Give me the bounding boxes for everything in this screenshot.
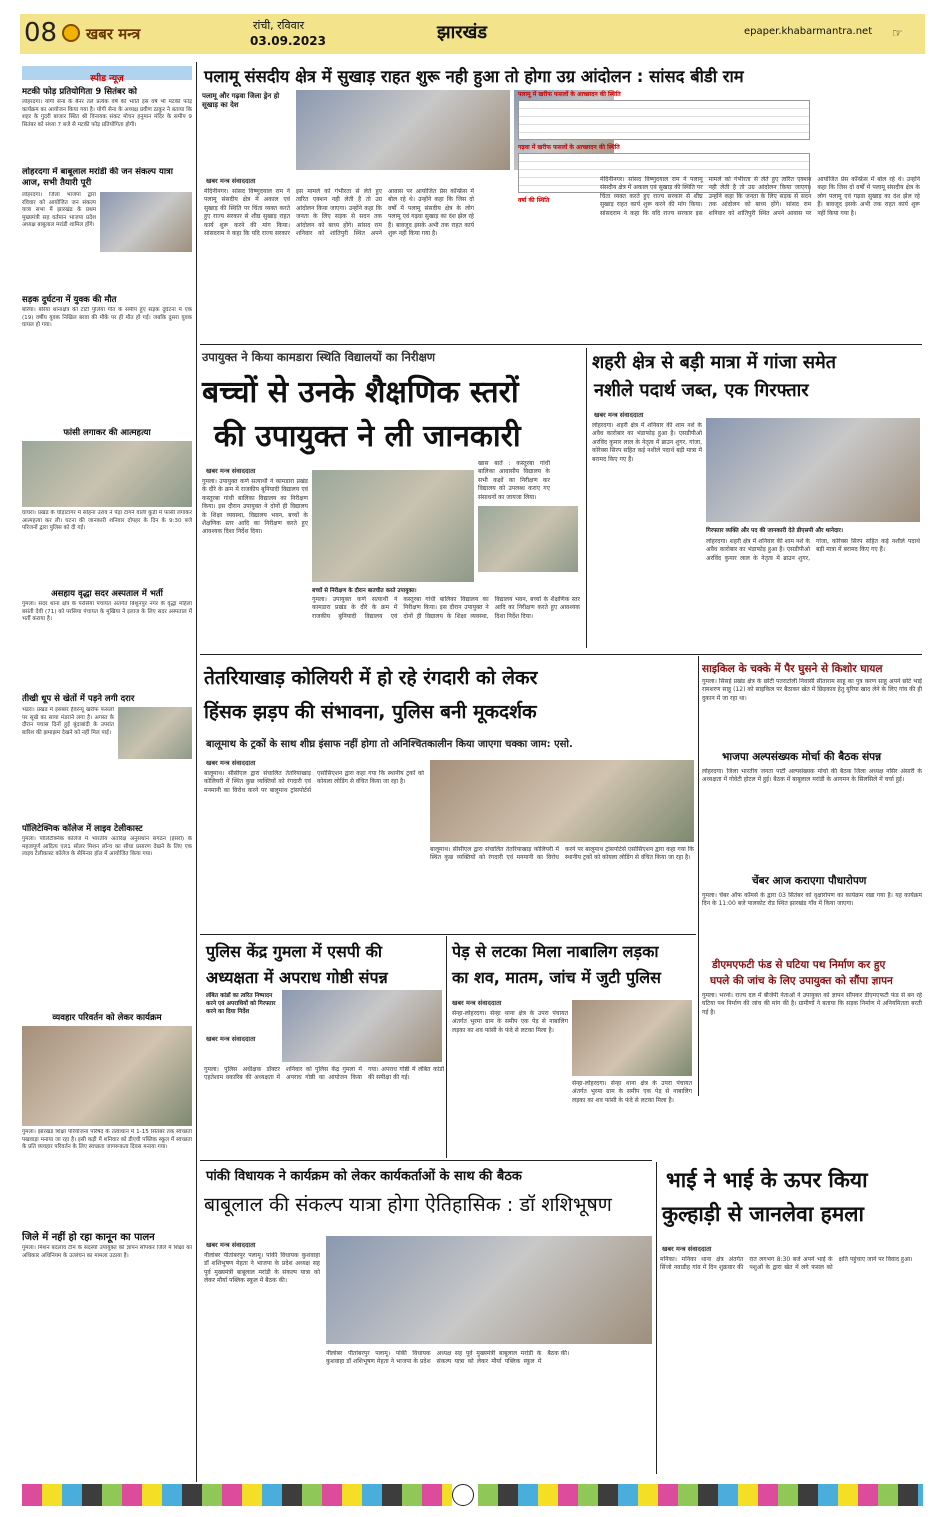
- school-photo-small: [478, 506, 578, 572]
- sidebar-photo: [118, 707, 192, 759]
- bjp-title: भाजपा अल्पसंख्यक मोर्चा की बैठक संपन्न: [722, 751, 882, 763]
- sidebar-photo: [22, 441, 192, 507]
- lead-table-title: पलामू में खरीफ फसलों के आच्छादन की स्थिति: [518, 91, 621, 98]
- dmft-title-line2: घपले की जांच के लिए उपायुक्त को सौंपा ज्ञापन: [710, 975, 893, 987]
- ganja-body-continued: लोहरदगा। शहरी क्षेत्र में शनिवार की शाम नशे के अवैध कारोबार का भंडाफोड़ हुआ है। एसडीपीओ अरविंद कुमार लाल के नेतृत्व में ब्राउन शुगर, गांजा, कोरेक्स सिरप सहित कई नशीले पदार्थ बड़ी मात्रा में बरामद किए गए हैं।: [706, 538, 920, 562]
- axe-byline: खबर मन्त्र संवाददाता: [662, 1245, 712, 1253]
- child-body: सेन्हा-लोहरदगा। सेन्हा थाना क्षेत्र के उपरा पंचायत अंतर्गत भुरमा ग्राम के समीप एक पेड़ से नाबालिग लड़का का शव फांसी के फंदे से लटका मिला है।: [452, 1010, 568, 1034]
- sidebar-item-body: गुमला। पॉलिटेक्निक कॉलेज में भारतीय अंतरिक्ष अनुसंधान संगठन (इसरो) के महत्वपूर्ण आदित्य एल1 सोलर मिशन लॉन्च का सीधा प्रसारण देखने के लिए एक लाइव टेलीकास्ट कॉलेज के सेमिनार हॉल में आयोजित किया गया।: [22, 836, 192, 858]
- school-body: गुमला। उपायुक्त कर्ण सत्यार्थी ने कामडारा प्रखंड के दौरे के क्रम में राजकीय बुनियादी विद्यालय एवं कस्तूरबा गांधी बालिका विद्यालय का निरीक्षण किया। इस दौरान उपायुक्त ने दोनों ही विद्यालय के शिक्षा व्यवस्था, विद्यालय भवन, बच्चों के शैक्षणिक स्तर आदि का निरीक्षण करते हुए आवश्यक दिशा निर्देश दिया।: [202, 478, 308, 536]
- ganja-body: लोहरदगा। शहरी क्षेत्र में शनिवार की शाम नशे के अवैध कारोबार का भंडाफोड़ हुआ है। एसडीपीओ अरविंद कुमार लाल के नेतृत्व में ब्राउन शुगर, गांजा, कोरेक्स सिरप सहित कई नशीले पदार्थ बड़ी मात्रा में बरामद किए गए हैं।: [592, 422, 702, 463]
- school-byline: खबर मन्त्र संवाददाता: [206, 467, 256, 475]
- coal-headline-line2: हिंसक झड़प की संभावना, पुलिस बनी मूकदर्शक: [204, 701, 537, 723]
- axe-headline-line1: भाई ने भाई के ऊपर किया: [666, 1168, 868, 1192]
- coal-headline-line1: तेतरियाखाड़ कोलियरी में हो रहे रंगदारी को लेकर: [204, 667, 538, 689]
- police-byline: खबर मन्त्र संवाददाता: [206, 1035, 256, 1043]
- bicycle-title: साइकिल के चक्के में पैर घुसने से किशोर घायल: [702, 663, 883, 675]
- sidebar-item-title: तीखी धूप से खेतों में पड़ने लगी दरार: [22, 694, 135, 704]
- ganja-photo: [706, 418, 920, 522]
- rally-kicker: पांकी विधायक ने कार्यक्रम को लेकर कार्यकर्ताओं के साथ की बैठक: [206, 1169, 522, 1184]
- section-rule: [200, 1160, 652, 1161]
- ganja-byline: खबर मन्त्र संवाददाता: [594, 411, 644, 419]
- rally-body: नीलांबर पीतांबरपुर पलामू। पांकी विधायक कुशवाहा डॉ शशिभूषण मेहता ने भाजपा के प्रदेश अध्यक्ष सह पूर्व मुख्यमंत्री बाबूलाल मरांडी के संकल्प यात्रा को लेकर मौर्या पब्लिक स्कूल में बैठक की।: [204, 1252, 320, 1285]
- child-byline: खबर मन्त्र संवाददाता: [452, 999, 502, 1007]
- sidebar-photo: [100, 192, 192, 252]
- coal-body: बालूमाथ। सीसीएल द्वारा संचालित तेतरियाखाड़ कोलियरी में स्थित कुछ व्यक्तियों को रंगदारी एवं मनमानी का विरोध करने पर बालूमाथ ट्रांसपोर्टर्स एसोसिएशन द्वारा कहा गया कि स्थानीय ट्रकों को कोयला लोडिंग से वंचित किया जा रहा है।: [204, 770, 424, 794]
- dmft-title-line1: डीएमएफटी फंड से घटिया पथ निर्माण कर हुए: [712, 959, 886, 971]
- coal-body-continued: बालूमाथ। सीसीएल द्वारा संचालित तेतरियाखाड़ कोलियरी में स्थित कुछ व्यक्तियों को रंगदारी एवं मनमानी का विरोध करने पर बालूमाथ ट्रांसपोर्टर्स एसोसिएशन द्वारा कहा गया कि स्थानीय ट्रकों को कोयला लोडिंग से वंचित किया जा रहा है।: [430, 846, 694, 862]
- column-divider: [196, 62, 197, 1482]
- bjp-body: लोहरदगा। जिला भारतीय जनता पार्टी अल्पसंख्यक मोर्चा की बैठक जिला अध्यक्ष नसिर अंसारी के अध्यक्षता में गोवेटी होटल में हुई। बैठक में बाबूलाल मरांडी के आगमन के सिलसिले में चर्चा हुई।: [702, 768, 922, 784]
- child-body-continued: सेन्हा-लोहरदगा। सेन्हा थाना क्षेत्र के उपरा पंचायत अंतर्गत भुरमा ग्राम के समीप एक पेड़ से नाबालिग लड़का का शव फांसी के फंदे से लटका मिला है।: [572, 1080, 692, 1104]
- sidebar-item-body: बरिया। बरिया थानाक्षेत्र की टाटी पुलिया गीत के समीप हुए सड़क दुर्घटना में एक (19) वर्षीय युवक निखिल बरवा की मौके पर ही मौत हो गई। जबकि दुसरा युवक घायल हो गया।: [22, 307, 192, 329]
- sidebar-item-title: व्यवहार परिवर्तन को लेकर कार्यक्रम: [52, 1013, 162, 1023]
- ganja-headline-line1: शहरी क्षेत्र से बड़ी मात्रा में गांजा समेत: [592, 352, 837, 373]
- sidebar-column: [22, 82, 192, 1482]
- rally-byline: खबर मन्त्र संवाददाता: [206, 1241, 256, 1249]
- bicycle-body: गुमला। सिसई प्रखंड क्षेत्र के छोटी पतराटोली निवासी सीताराम साहू का पुत्र करण साहू अपने छोटे भाई रामशरण साहू (12) को साइकिल पर बैठाकर खेत में छिड़काव हेतु यूरिया खाद लेने के लिए गांव की ही दुकान में जा रहा था।: [702, 678, 922, 702]
- sidebar-item-title: लोहरदगा में बाबूलाल मरांडी की जन संकल्प यात्रा आज, सभी तैयारी पूरी: [22, 167, 173, 188]
- school-photo-caption: बच्चों से निरीक्षण के दौरान बातचीत करते उपायुक्त।: [312, 588, 417, 594]
- masthead-city: रांची, रविवार: [253, 19, 305, 32]
- police-body: गुमला। पुलिस अधीक्षक डॉक्टर एहतेशाम वकारिब की अध्यक्षता में शनिवार को पुलिस केंद्र गुमला में अपराध गोष्ठी का आयोजन किया गया। अपराध गोष्ठी में लंबित कांडों की समीक्षा की गई।: [204, 1066, 444, 1082]
- school-kicker: उपायुक्त ने किया कामडारा स्थिति विद्यालयों का निरीक्षण: [202, 350, 436, 364]
- lead-headline: पलामू संसदीय क्षेत्र में सुखाड़ राहत शुरू नही हुआ तो होगा उग्र आंदोलन : सांसद बीडी राम: [204, 67, 744, 86]
- sidebar-item-title: मटकी फोड़ प्रतियोगिता 9 सितंबर को: [22, 87, 138, 97]
- child-headline-line2: का शव, मातम, जांच में जुटी पुलिस: [452, 968, 661, 987]
- sidebar-item-body: गुमला। झारखंड शिक्षा परियोजना परिषद के तत्वाधान में 1-15 सितंबर तक स्वच्छता पखवाड़ा मनाया जा रहा है। इसी कड़ी में शनिवार को डीएवी पब्लिक स्कूल में स्वच्छता के प्रति व्यवहार परिवर्तन के लिए स्वच्छता जागरूकता दिवस मनाया गया।: [22, 1129, 192, 1151]
- lead-subhead: पलामू और गढ़वा जिला ड्रेन हो सूखाड़ का देश: [202, 92, 280, 109]
- sidebar-item-body: लोहरदगा। योगी सेना के बैनर तले प्रत्येक वर्ष की भांति इस वर्ष भी मटकी फोड़ कार्यक्रम का आयोजन किया गया है। योगी सेना के अध्यक्ष प्रवीण ठाकुर ने बताया कि शहर के गुदरी बाजार स्थित श्री विनायक संकट मोचन हनुमान मंदिर के समीप 9 सितंबर को संध्या 7 बजे से मटकी फोड़ प्रतियोगिता होगी।: [22, 99, 192, 128]
- axe-headline-line2: कुल्हाड़ी से जानलेवा हमला: [662, 1202, 864, 1226]
- sidebar-item-body: लोहरदगा। जिला भाजपा द्वारा रविवार को आयोजित जन संकल्प यात्रा सभा में झारखंड के प्रथम मुख्यमंत्री सह वर्तमान भाजपा प्रदेश अध्यक्ष बाबूलाल मरांडी शामिल होंगे।: [22, 192, 96, 229]
- section-rule: [200, 934, 696, 935]
- page-number: 08: [24, 18, 58, 48]
- coal-byline: खबर मन्त्र संवाददाता: [206, 759, 256, 767]
- column-divider: [656, 1162, 657, 1474]
- school-headline-line2: की उपायुक्त ने ली जानकारी: [214, 419, 521, 454]
- sidebar-item-title: जिले में नहीं हो रहा कानून का पालन: [22, 1232, 155, 1243]
- sidebar-item-title: पॉलिटेक्निक कॉलेज में लाइव टेलीकास्ट: [22, 824, 143, 834]
- ganja-headline-line2: नशीले पदार्थ जब्त, एक गिरफ्तार: [594, 380, 809, 401]
- school-body-continued: गुमला। उपायुक्त कर्ण सत्यार्थी ने कामडारा प्रखंड के दौरे के क्रम में राजकीय बुनियादी विद्यालय एवं कस्तूरबा गांधी बालिका विद्यालय का निरीक्षण किया। इस दौरान उपायुक्त ने दोनों ही विद्यालय के शिक्षा व्यवस्था, विद्यालय भवन, बच्चों के शैक्षणिक स्तर आदि का निरीक्षण करते हुए आवश्यक दिशा निर्देश दिया।: [312, 596, 580, 620]
- column-divider: [698, 656, 699, 1096]
- rally-headline: बाबूलाल की संकल्प यात्रा होगा ऐतिहासिक : डॉ शशिभूषण: [204, 1193, 612, 1216]
- police-headline-line1: पुलिस केंद्र गुमला में एसपी की: [206, 942, 382, 961]
- section-rule: [200, 654, 922, 655]
- dmft-body: गुमला। भरनो। राज्य दल में बीजेपी नेताओं ने उपायुक्त को ज्ञापन सौंपकर डीएमएफटी फंड से बन रहे घटिया पथ निर्माण की जांच की मांग की है। ग्रामीणों ने बताया कि सड़क निर्माण में अनियमितता बरती गई है।: [702, 992, 922, 1016]
- lead-photo-group: [296, 90, 510, 170]
- sidebar-banner-label: स्पीड न्यूज़: [90, 74, 124, 84]
- footer-color-bar: [478, 1484, 923, 1506]
- section-rule: [200, 344, 922, 345]
- lead-body: मेदिनीनगर। सांसद विष्णुदयाल राम ने पलामू संसदीय क्षेत्र में अकाल एवं सुखाड़ की स्थिति पर चिंता व्यक्त करते हुए राज्य सरकार से शीघ्र सुखाड़ राहत कार्य शुरू करने की मांग किया। सांसदराम ने कहा कि यदि राज्य सरकार इस मामले को गंभीरता से लेते हुए त्वरित एक्शन नही लेती है तो उग्र आंदोलन किया जाएगा। उन्होंने कहा कि जनता के लिए सड़क से सदन तक आंदोलन को बाध्य होंगे। सांसद राम शनिवार को शांतिपुरी स्थित अपने आवास पर आयोजित प्रेस कॉन्फ्रेंस में बोल रहे थे। उन्होंने कहा कि जिस दो वर्षों में पलामू संसदीय क्षेत्र के लोग पलामू एवं गढ़वा सुखाड़ का दंश झेल रहे हैं। बावजूद इसके अभी तक राहत कार्य शुरू नहीं किया गया है।: [204, 188, 474, 238]
- school-photo: [312, 470, 474, 582]
- sidebar-banner: [22, 66, 192, 84]
- sidebar-item-body: गुमला। मिशन बदलाव टीम के सदस्यों उपायुक्त को ज्ञापन सौंपकर जिले में शिक्षा का अधिकार अधिनियम के उल्लंघन का मामला उठाया है।: [22, 1245, 192, 1259]
- lead-stats-table: [518, 100, 810, 140]
- column-divider: [446, 936, 447, 1158]
- masthead-date: 03.09.2023: [250, 34, 326, 48]
- chamber-body: गुमला। चेंबर ऑफ कॉमर्स के द्वारा 03 सितंबर को वृक्षारोपण का कार्यक्रम रखा गया है। यह कार्यक्रम दिन के 11:00 बजे पालकोट रोड स्थित झारखंड गाँव में किया जाएगा।: [702, 892, 922, 908]
- sidebar-item-title: सड़क दुर्घटना में युवक की मौत: [22, 295, 117, 305]
- ganja-photo-caption: गिरफ्तार व्यक्ति और पद की जानकारी देते डीएसपी और थानेदार।: [706, 528, 844, 534]
- sidebar-item-title: फांसी लगाकर की आत्महत्या: [63, 428, 151, 438]
- column-divider: [586, 348, 587, 648]
- sidebar-item-title: असहाय वृद्धा सदर अस्पताल में भर्ती: [51, 589, 163, 599]
- sidebar-item-body: भंडरा। प्रखंड में इसबार हैवरन्यू खरीफ फसलों पर सूखे का साया मंडराने लगा है। अगस्त के दौरान पचास दिनों हुई बूंदाबांदी के उपरांत बारिश की झमाझम देखने को नहीं मिल पाई।: [22, 707, 114, 736]
- rally-photo: [326, 1236, 652, 1344]
- child-headline-line1: पेड़ से लटका मिला नाबालिग लड़का: [452, 942, 659, 961]
- section-name: झारखंड: [437, 22, 487, 43]
- lead-table-title: गढ़वा में खरीफ फसलों के आच्छादन की स्थिति: [518, 144, 620, 151]
- registration-mark-icon: [452, 1484, 474, 1506]
- brand-logo-icon: [62, 24, 80, 42]
- lead-subhead-box: [202, 92, 292, 120]
- child-photo: [572, 1000, 692, 1076]
- site-url[interactable]: epaper.khabarmantra.net: [744, 26, 873, 37]
- police-headline-line2: अध्यक्षता में अपराध गोष्ठी संपन्न: [206, 968, 388, 987]
- police-photo: [282, 990, 442, 1062]
- coal-kicker: बालूमाथ के ट्रकों के साथ शीघ्र इंसाफ नहीं होगा तो अनिश्चितकालीन किया जाएगा चक्का जाम: एसो.: [206, 739, 573, 750]
- lead-table-title: वर्षा की स्थिति: [518, 197, 550, 204]
- school-headline-line1: बच्चों से उनके शैक्षणिक स्तरों: [202, 375, 519, 410]
- sidebar-photo: [22, 1026, 192, 1126]
- rally-body-continued: नीलांबर पीतांबरपुर पलामू। पांकी विधायक कुशवाहा डॉ शशिभूषण मेहता ने भाजपा के प्रदेश अध्यक्ष सह पूर्व मुख्यमंत्री बाबूलाल मरांडी के संकल्प यात्रा को लेकर मौर्या पब्लिक स्कूल में बैठक की।: [326, 1350, 570, 1366]
- axe-body: मनिका। मनिका थाना क्षेत्र अंतर्गत सिंजो नवाडीह गांव में दिन शुक्रवार की रात लगभग 8:30 बजे अपने भाई के पशुओं के द्वारा खेत में लगे फसल को क्षति पहुंचाए जाने पर विवाद हुआ।: [660, 1256, 913, 1272]
- school-sidenote: खास बातें : कस्तूरबा गांधी बालिका आवासीय विद्यालय के सभी कक्षों का निरीक्षण कर विद्यालय को उपलब्ध कराए गए संसाधनों का जायजा लिया।: [478, 460, 550, 501]
- brand-name: खबर मन्त्र: [86, 25, 141, 43]
- sidebar-item-body: घाघरा। प्रखंड के घोड़ाटांगर में सोहना उरांव ने पेड़ा टांगने वाली कुंडी में फांसी लगाकर आत्महत्या कर ली। घटना की जानकारी शनिवार दोपहर के दिन के 9:30 बजे परिजनों द्वारा पुलिस को दी गई।: [22, 510, 192, 532]
- footer-color-bar: [22, 1484, 452, 1506]
- police-bullets: लंबित कांडों का त्वरित निष्पादन करने एवं अपराधियों को गिरफ्तार करने का दिया निर्देश: [206, 993, 276, 1015]
- sidebar-item-body: गुमला। सदर थाना क्षेत्र के परसिया पंचायत अंतर्गत बिशुनपुर नगर के वृद्धा महिला बसंती देवी (71) को परसिया पंचायत के मुखिया ने इलाज के लिए सदर अस्पताल में भर्ती कराया है।: [22, 601, 192, 623]
- lead-byline: खबर मन्त्र संवाददाता: [206, 177, 256, 185]
- lead-body-continued: मेदिनीनगर। सांसद विष्णुदयाल राम ने पलामू संसदीय क्षेत्र में अकाल एवं सुखाड़ की स्थिति पर चिंता व्यक्त करते हुए राज्य सरकार से शीघ्र सुखाड़ राहत कार्य शुरू करने की मांग किया। सांसदराम ने कहा कि यदि राज्य सरकार इस मामले को गंभीरता से लेते हुए त्वरित एक्शन नही लेती है तो उग्र आंदोलन किया जाएगा। उन्होंने कहा कि जनता के लिए सड़क से सदन तक आंदोलन को बाध्य होंगे। सांसद राम शनिवार को शांतिपुरी स्थित अपने आवास पर आयोजित प्रेस कॉन्फ्रेंस में बोल रहे थे। उन्होंने कहा कि जिस दो वर्षों में पलामू संसदीय क्षेत्र के लोग पलामू एवं गढ़वा सुखाड़ का दंश झेल रहे हैं। बावजूद इसके अभी तक राहत कार्य शुरू नहीं किया गया है।: [600, 176, 920, 217]
- cursor-hand-icon: ☞: [892, 26, 903, 40]
- chamber-title: चेंबर आज कराएगा पौधारोपण: [752, 875, 867, 887]
- coal-photo: [430, 760, 694, 842]
